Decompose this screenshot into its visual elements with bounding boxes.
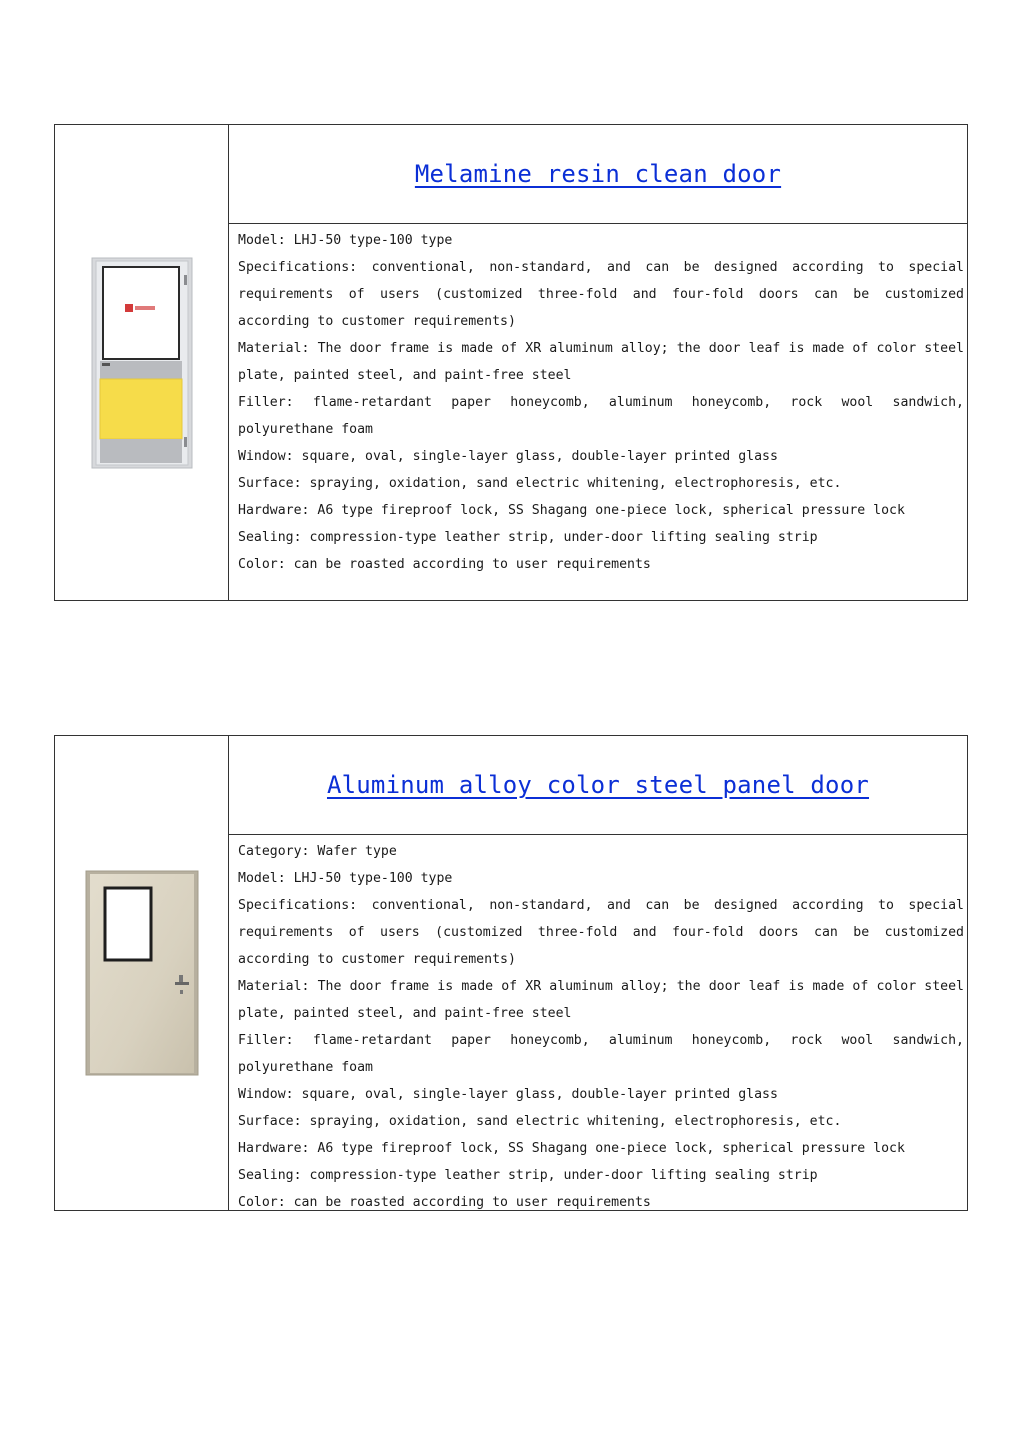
product-title-row xyxy=(229,125,967,224)
spec-hardware: Hardware: A6 type fireproof lock, SS Shagang one-piece lock, spherical pressure lock xyxy=(238,1141,905,1156)
spec-category: Category: Wafer type xyxy=(238,844,397,859)
product-title-link[interactable]: Aluminum alloy color steel panel door xyxy=(326,771,870,799)
spec-color: Color: can be roasted according to user requirements xyxy=(238,1195,651,1210)
clean-door-yellow-panel-image xyxy=(91,257,193,469)
product-image-cell xyxy=(55,736,229,1210)
product-table-melamine xyxy=(54,124,968,601)
product-title-link[interactable]: Melamine resin clean door xyxy=(414,160,782,188)
spec-sealing: Sealing: compression-type leather strip, under-door lifting sealing strip xyxy=(238,1168,818,1183)
spec-specifications: Specifications: conventional, non-standard, and can be designed according to special requirements of users (customized three-fold and four-fold doors can be customized according to customer requirements) xyxy=(238,260,964,329)
spec-surface: Surface: spraying, oxidation, sand electric whitening, electrophoresis, etc. xyxy=(238,1114,842,1129)
spec-color: Color: can be roasted according to user requirements xyxy=(238,557,651,572)
product-content-cell xyxy=(229,125,967,600)
steel-panel-door-image xyxy=(85,870,199,1076)
spec-sealing: Sealing: compression-type leather strip, under-door lifting sealing strip xyxy=(238,530,818,545)
spec-list xyxy=(229,224,967,578)
product-image-cell xyxy=(55,125,229,600)
spec-specifications: Specifications: conventional, non-standard, and can be designed according to special requirements of users (customized three-fold and four-fold doors can be customized according to customer requirements) xyxy=(238,898,964,967)
spec-material: Material: The door frame is made of XR aluminum alloy; the door leaf is made of color steel plate, painted steel, and paint-free steel xyxy=(238,979,964,1021)
spec-surface: Surface: spraying, oxidation, sand electric whitening, electrophoresis, etc. xyxy=(238,476,842,491)
spec-filler: Filler: flame-retardant paper honeycomb, aluminum honeycomb, rock wool sandwich, polyurethane foam xyxy=(238,395,964,437)
spec-hardware: Hardware: A6 type fireproof lock, SS Shagang one-piece lock, spherical pressure lock xyxy=(238,503,905,518)
spec-filler: Filler: flame-retardant paper honeycomb, aluminum honeycomb, rock wool sandwich, polyurethane foam xyxy=(238,1033,964,1075)
spec-list xyxy=(229,835,967,1216)
spec-window: Window: square, oval, single-layer glass, double-layer printed glass xyxy=(238,449,778,464)
product-table-aluminum xyxy=(54,735,968,1211)
product-title-row xyxy=(229,736,967,835)
spec-window: Window: square, oval, single-layer glass, double-layer printed glass xyxy=(238,1087,778,1102)
spec-model: Model: LHJ-50 type-100 type xyxy=(238,233,453,248)
product-content-cell xyxy=(229,736,967,1210)
spec-material: Material: The door frame is made of XR aluminum alloy; the door leaf is made of color steel plate, painted steel, and paint-free steel xyxy=(238,341,964,383)
spec-model: Model: LHJ-50 type-100 type xyxy=(238,871,453,886)
